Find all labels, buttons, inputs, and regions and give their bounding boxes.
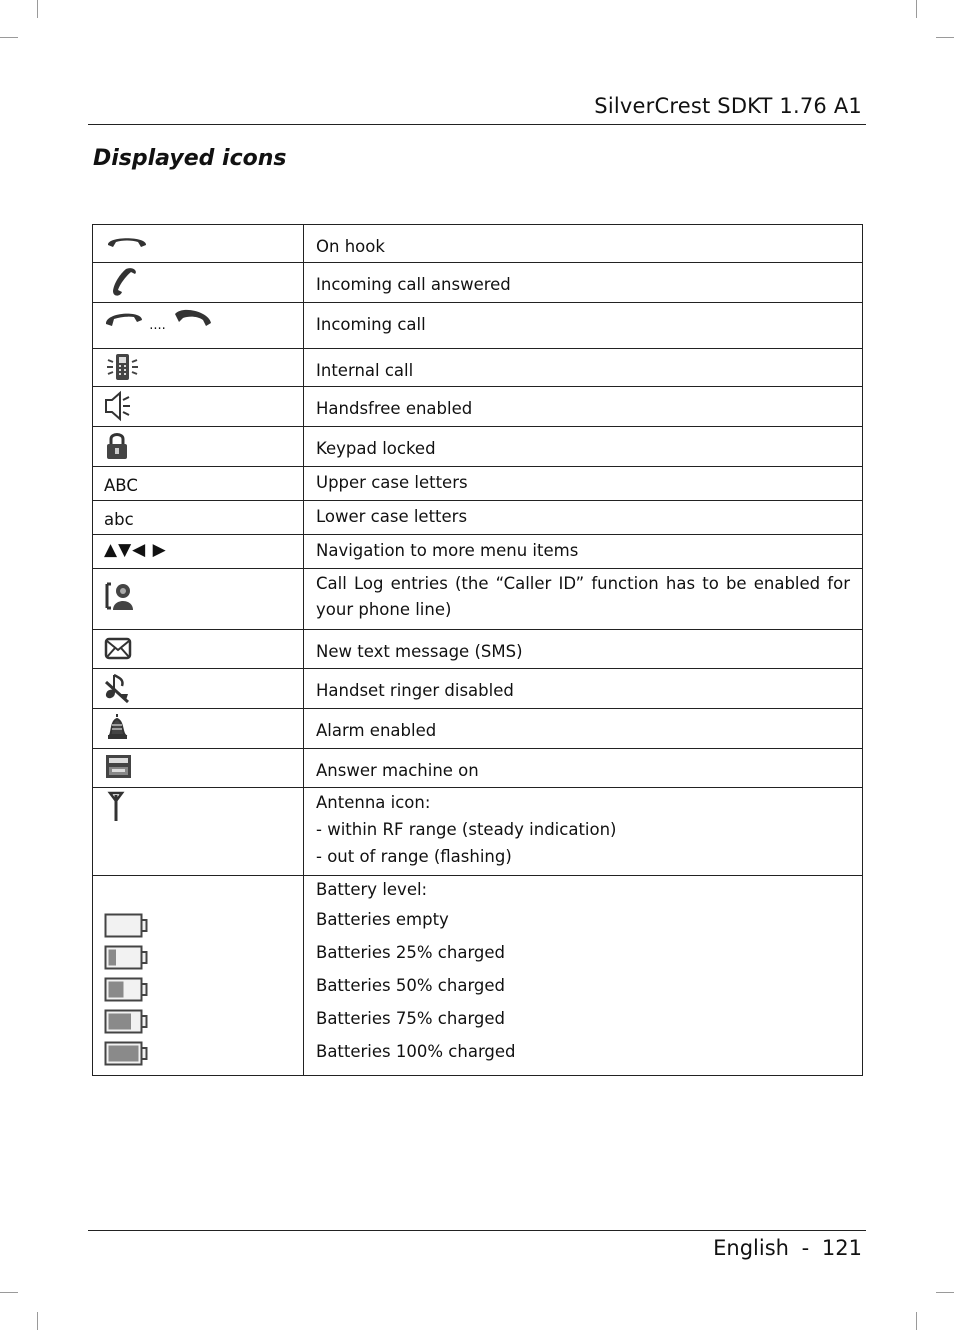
- crop-mark: [37, 1312, 38, 1330]
- table-row: [93, 263, 863, 303]
- description-cell: Alarm enabled: [304, 709, 863, 749]
- icons-table: [92, 224, 863, 1076]
- description-cell: Handsfree enabled: [304, 387, 863, 427]
- padlock-icon: [104, 430, 130, 466]
- crop-mark: [936, 1292, 954, 1293]
- envelope-icon: [104, 633, 132, 667]
- internal-call-handset-icon: [104, 352, 144, 386]
- crop-mark: [37, 0, 38, 18]
- description-cell: Handset ringer disabled: [304, 669, 863, 709]
- icon-cell: [93, 709, 304, 749]
- antenna-sub-2: - out of range (flashing): [316, 847, 512, 866]
- description-cell: Incoming call answered: [304, 263, 863, 303]
- table-row: [93, 630, 863, 669]
- description-cell: Keypad locked: [304, 427, 863, 467]
- table-row: [93, 569, 863, 630]
- table-row: [93, 709, 863, 749]
- icon-cell: [93, 669, 304, 709]
- description-cell: Call Log entries (the “Caller ID” function has to be enabled for your phone line): [304, 569, 863, 630]
- caller-log-icon: [104, 580, 136, 616]
- crop-mark: [936, 37, 954, 38]
- icon-cell: [93, 349, 304, 387]
- table-row: [93, 427, 863, 467]
- description-cell: Answer machine on: [304, 749, 863, 788]
- icon-cell: [93, 569, 304, 630]
- answer-machine-icon: [104, 752, 134, 786]
- battery-label: Batteries 50% charged: [316, 976, 506, 995]
- table-row: [93, 467, 863, 501]
- icon-cell: [93, 749, 304, 788]
- battery-100-icon: [104, 1037, 148, 1070]
- description-cell: [304, 788, 863, 876]
- description-cell: Internal call: [304, 349, 863, 387]
- antenna-sub-1: - within RF range (steady indication): [316, 820, 617, 839]
- description-cell: Lower case letters: [304, 501, 863, 535]
- speaker-icon: [104, 390, 134, 426]
- table-row: [93, 225, 863, 263]
- phone-ringing-icon: [171, 306, 215, 338]
- page-footer: [713, 1236, 862, 1260]
- crop-mark: [916, 0, 917, 18]
- phone-ringing-sequence-icon: [104, 306, 144, 338]
- footer-rule: [88, 1230, 866, 1231]
- icon-cell: [93, 467, 304, 501]
- table-row: [93, 876, 863, 1076]
- battery-75-icon: [104, 1005, 148, 1038]
- description-cell: [304, 876, 863, 1076]
- section-title: Displayed icons: [93, 146, 287, 171]
- battery-label: Batteries 100% charged: [316, 1042, 516, 1061]
- crop-mark: [916, 1312, 917, 1330]
- footer-separator: -: [801, 1236, 810, 1260]
- table-row: [93, 749, 863, 788]
- battery-icon-stack: [104, 909, 303, 1069]
- battery-label: Batteries 25% charged: [316, 943, 506, 962]
- description-cell: Upper case letters: [304, 467, 863, 501]
- battery-50-icon: [104, 973, 148, 1006]
- footer-language: English: [713, 1236, 789, 1260]
- icon-cell: [93, 501, 304, 535]
- icon-cell: [93, 225, 304, 263]
- ellipsis-label: ....: [149, 318, 166, 333]
- description-cell: On hook: [304, 225, 863, 263]
- antenna-heading: Antenna icon:: [316, 793, 431, 812]
- alarm-bell-icon: [104, 712, 132, 748]
- icon-cell: [93, 630, 304, 669]
- table-row: [93, 303, 863, 349]
- description-cell: Incoming call: [304, 303, 863, 349]
- battery-25-icon: [104, 941, 148, 974]
- crop-mark: [0, 37, 18, 38]
- uppercase-code: ABC: [104, 476, 138, 495]
- table-row: [93, 788, 863, 876]
- lowercase-code: abc: [104, 510, 134, 529]
- description-cell: Navigation to more menu items: [304, 535, 863, 569]
- icon-cell: [93, 788, 304, 876]
- table-row: [93, 535, 863, 569]
- page-number: 121: [821, 1236, 862, 1260]
- phone-on-hook-icon: [104, 228, 150, 258]
- icon-cell: [93, 303, 304, 349]
- battery-empty-icon: [104, 909, 148, 942]
- running-header: SilverCrest SDKT 1.76 A1: [594, 94, 862, 118]
- table-row: [93, 669, 863, 709]
- table-row: [93, 501, 863, 535]
- header-rule: [88, 124, 866, 125]
- icon-cell: [93, 427, 304, 467]
- battery-label: Batteries 75% charged: [316, 1009, 506, 1028]
- navigation-arrows-icon: ▲▼◀ ▶: [104, 540, 167, 560]
- icon-cell: [93, 263, 304, 303]
- icon-cell: [93, 387, 304, 427]
- table-row: [93, 387, 863, 427]
- crop-mark: [0, 1292, 18, 1293]
- ringer-off-icon: [104, 672, 132, 708]
- icon-cell: [93, 535, 304, 569]
- description-cell: New text message (SMS): [304, 630, 863, 669]
- antenna-icon: [104, 791, 130, 827]
- battery-heading: Battery level:: [316, 880, 428, 899]
- phone-off-hook-icon: [104, 266, 144, 302]
- icon-cell: [93, 876, 304, 1076]
- battery-label: Batteries empty: [316, 910, 449, 929]
- table-row: [93, 349, 863, 387]
